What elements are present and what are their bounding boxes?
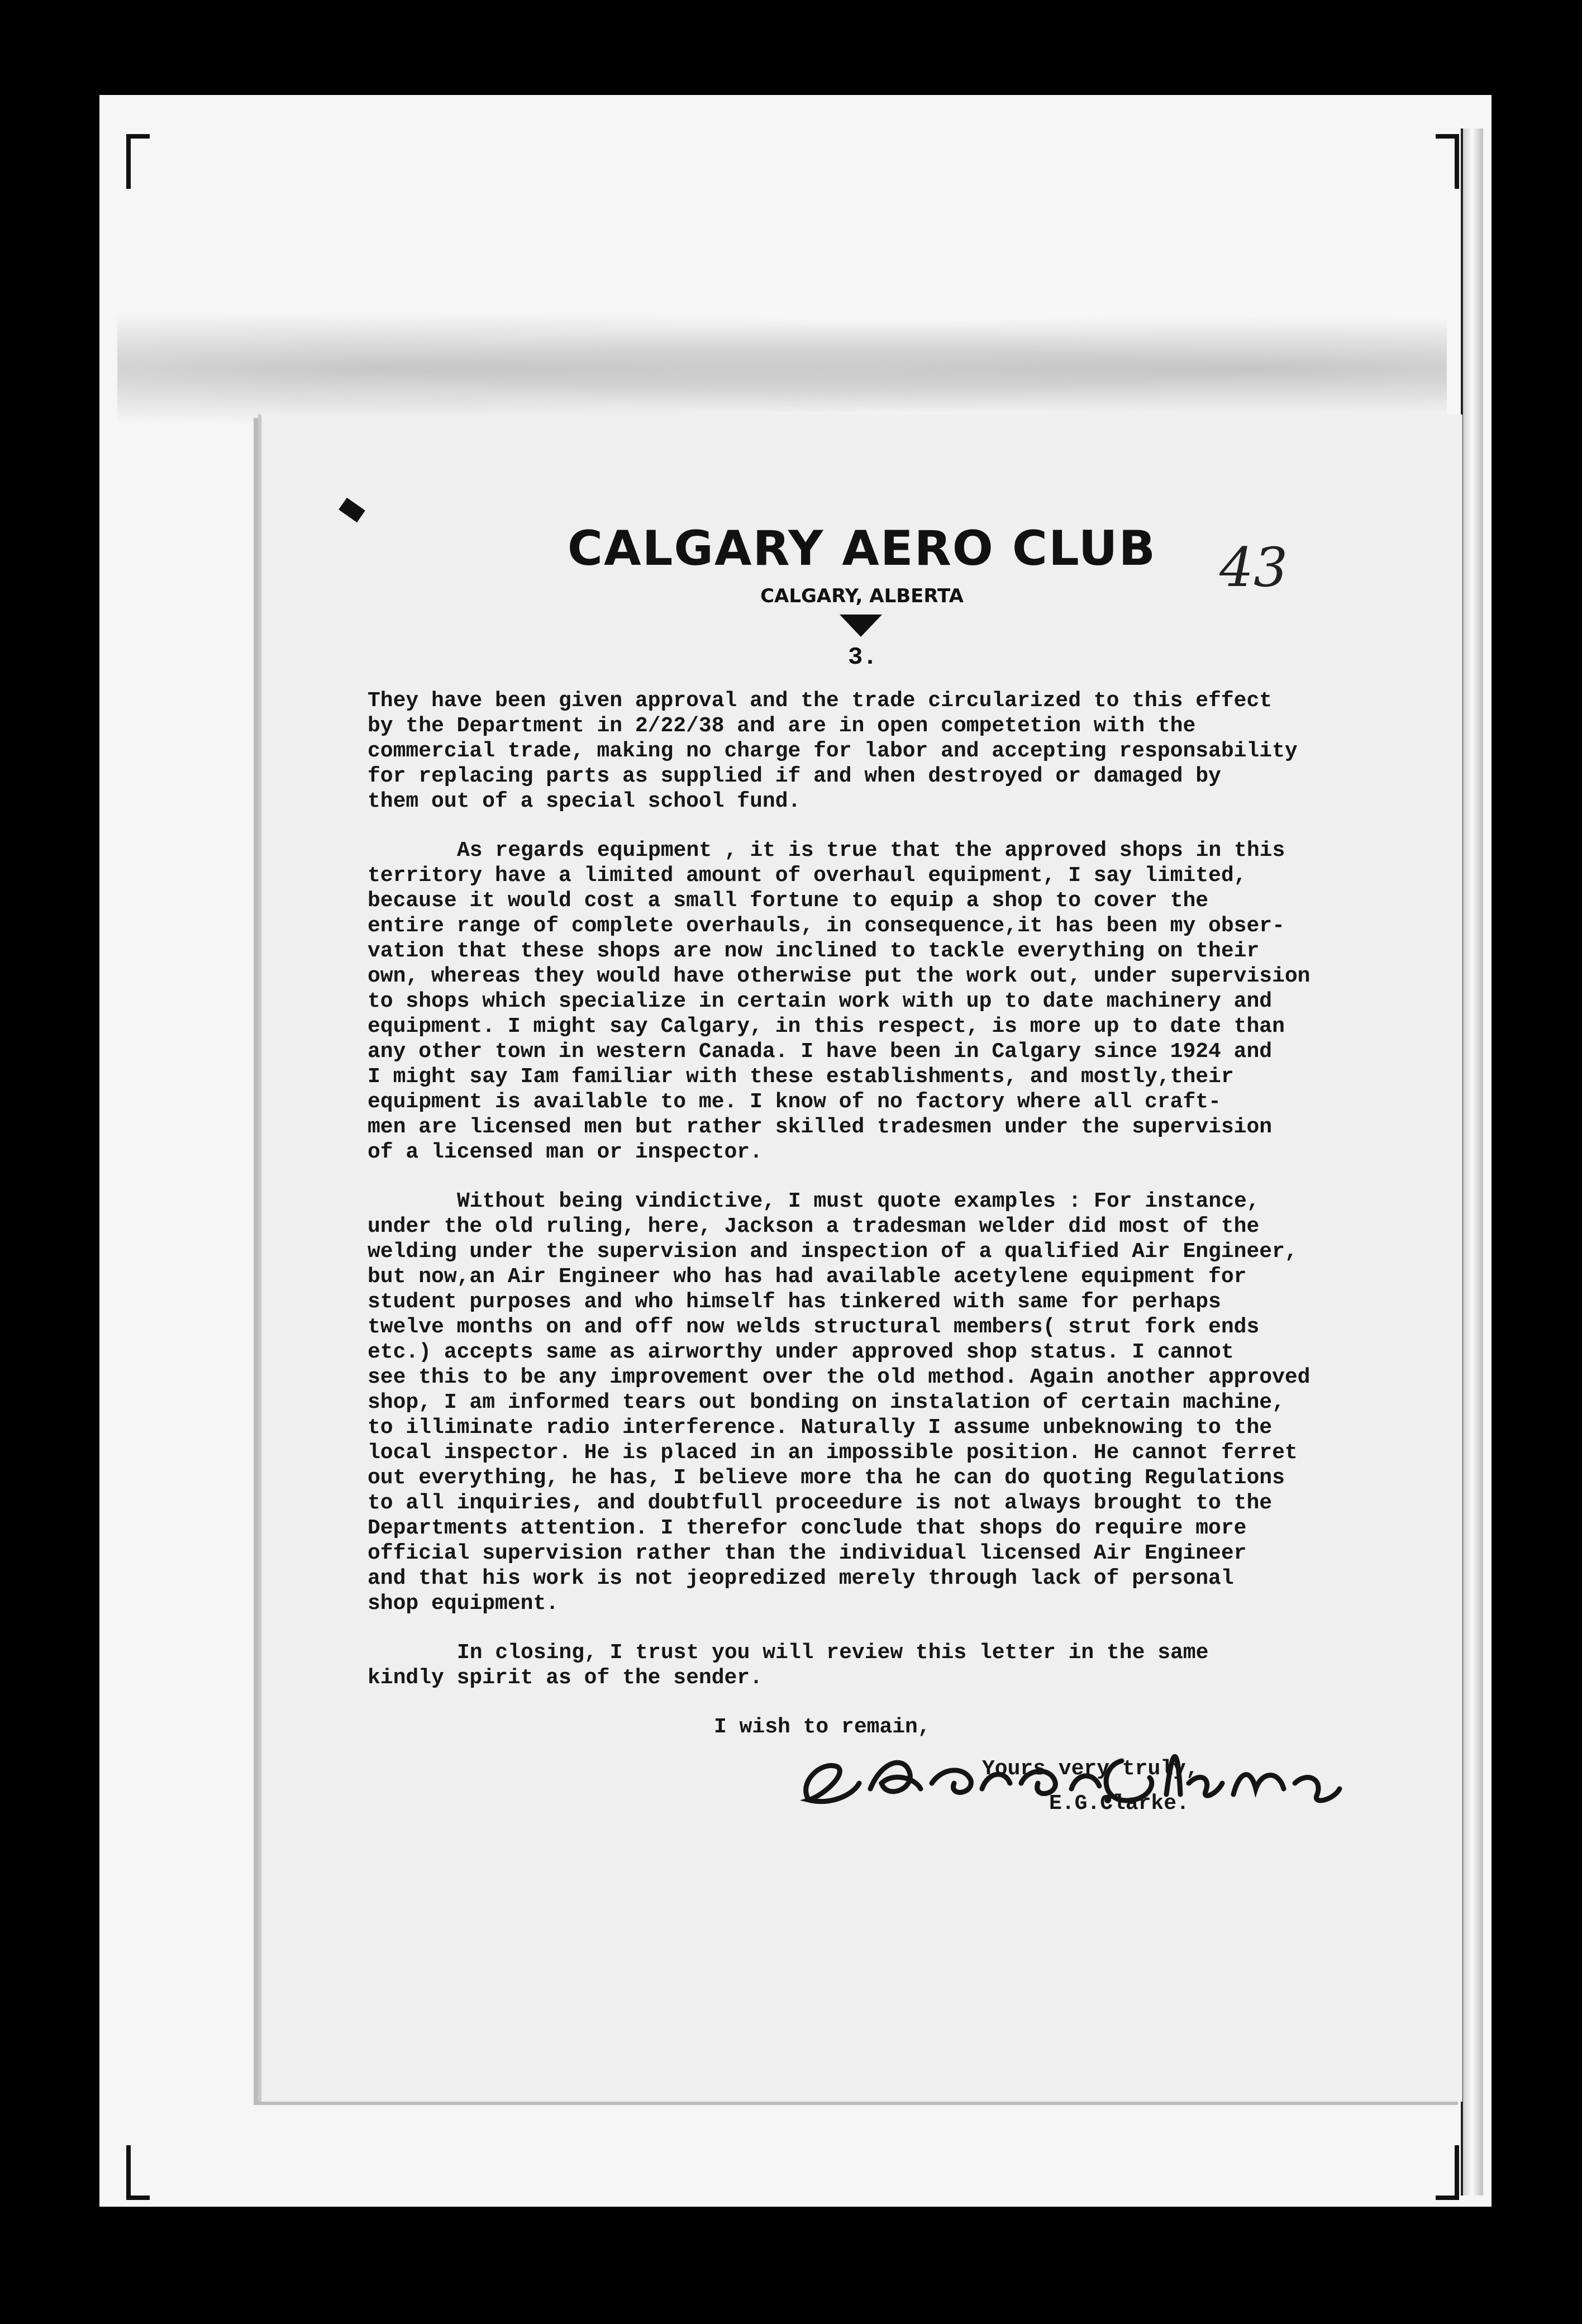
closing-line: I wish to remain, xyxy=(714,1715,931,1739)
corner-mark-top-right xyxy=(1436,134,1459,189)
signer-name: E.G.Clarke. xyxy=(1049,1792,1189,1816)
valediction: Yours very truly, xyxy=(982,1757,1199,1781)
paragraph: In closing, I trust you will review this letter in the same kindly spirit as of the sender. xyxy=(368,1641,1209,1690)
page-edge xyxy=(1461,128,1483,2196)
letter-body xyxy=(368,688,1457,1782)
letterhead-title: CALGARY AERO CLUB xyxy=(567,521,1157,577)
letterhead-location: CALGARY, ALBERTA xyxy=(760,585,964,607)
paragraph: They have been given approval and the trade circularized to this effect by the Department in 2/22/38 and are in open competetion with the commercial trade, making no charge for labor and accepting responsability for replacing parts as supplied if and when destroyed or damaged by them out of a special school fund. xyxy=(368,689,1298,813)
folio-number: 43 xyxy=(1219,536,1288,599)
letterhead-triangle-icon xyxy=(840,615,882,637)
corner-mark-bottom-right xyxy=(1436,2145,1459,2200)
paragraph: As regards equipment , it is true that the approved shops in this territory have a limited amount of overhaul equipment, I say limited, because it would cost a small fortune to equip a shop to cover the entire range of complete overhauls, in consequence,it has been my obser- vation that these shops are now inclined to tackle everything on their own, whereas they would have otherwise put the work out, under supervision to shops which specialize in certain work with up to date machinery and equipment. I might say Calgary, in this respect, is more up to date than any other town in western Canada. I have been in Calgary since 1924 and I might say Iam familiar with these establishments, and mostly,their equipment is available to me. I know of no factory where all craft- men are licensed men but rather skilled tradesmen under the supervision of a licensed man or inspector. xyxy=(368,839,1311,1164)
corner-mark-top-left xyxy=(126,134,150,189)
paragraph: Without being vindictive, I must quote examples : For instance, under the old ruling, here, Jackson a tradesman welder did most of the welding under the supervision and inspection of a qualified Air Engineer, but now,an Air Engineer who has had available acetylene equipment for student purposes and who himself has tinkered with same for perhaps twelve months on and off now welds structural members( strut fork ends etc.) accepts same as airworthy under approved shop status. I cannot see this to be any improvement over the old method. Again another approved shop, I am informed tears out bonding on instalation of certain machine, to illiminate radio interference. Naturally I assume unbeknowing to the local inspector. He is placed in an impossible position. He cannot ferret out everything, he has, I believe more tha he can do quoting Regulations to all inquiries, and doubtfull proceedure is not always brought to the Departments attention. I therefor conclude that shops do require more official supervision rather than the individual licensed Air Engineer and that his work is not jeopredized merely through lack of personal shop equipment. xyxy=(368,1189,1311,1616)
letter-sheet xyxy=(258,415,1462,2102)
corner-mark-bottom-left xyxy=(126,2145,150,2200)
page-number: 3. xyxy=(848,644,878,672)
